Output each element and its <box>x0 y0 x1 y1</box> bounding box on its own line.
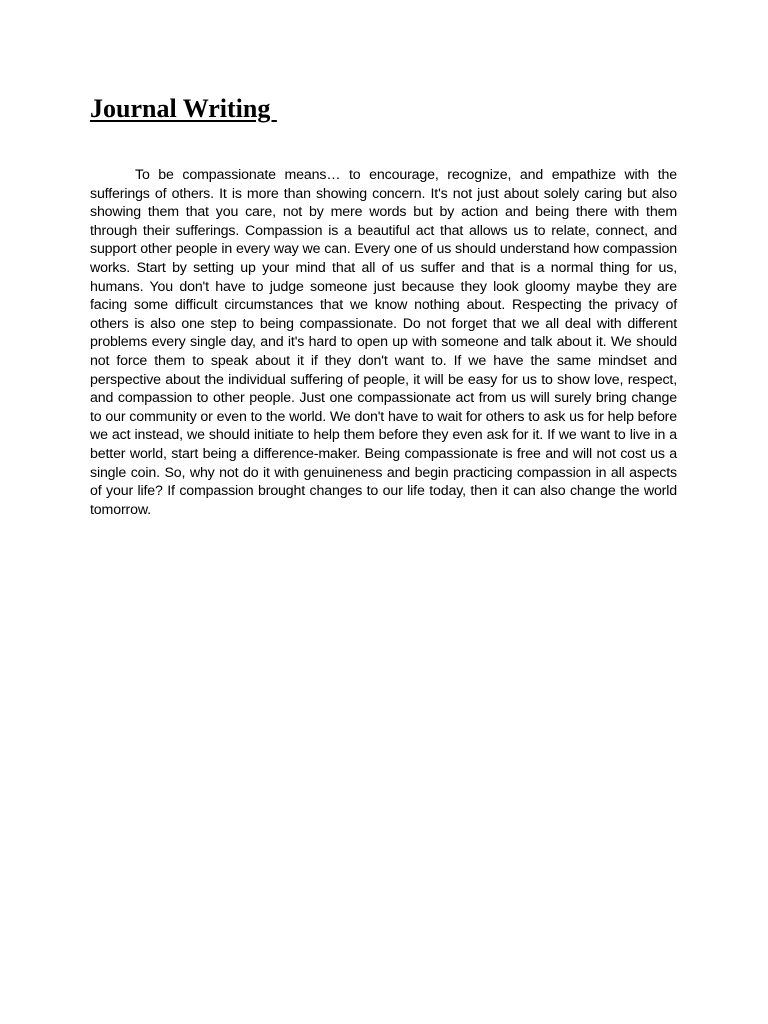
page-title: Journal Writing <box>90 94 277 123</box>
body-paragraph: To be compassionate means… to encourage, recognize, and empathize with the sufferings of others. It is more than showing concern. It's not just about solely caring but also showing them that you care, not by mere words but by action and being there with them through their sufferings. Compassion is a beautiful act that allows us to relate, connect, and support other people in every way we can. Every one of us should understand how compassion works. Start by setting up your mind that all of us suffer and that is a normal thing for us, humans. You don't have to judge someone just because they look gloomy maybe they are facing some difficult circumstances that we know nothing about. Respecting the privacy of others is also one step to being compassionate. Do not forget that we all deal with different problems every single day, and it's hard to open up with someone and talk about it. We should not force them to speak about it if they don't want to. If we have the same mindset and perspective about the individual suffering of people, it will be easy for us to show love, respect, and compassion to other people. Just one compassionate act from us will surely bring change to our community or even to the world. We don't have to wait for others to ask us for help before we act instead, we should initiate to help them before they even ask for it. If we want to live in a better world, start being a difference-maker. Being compassionate is free and will not cost us a single coin. So, why not do it with genuineness and begin practicing compassion in all aspects of your life? If compassion brought changes to our life today, then it can also change the world tomorrow. <box>90 167 677 518</box>
